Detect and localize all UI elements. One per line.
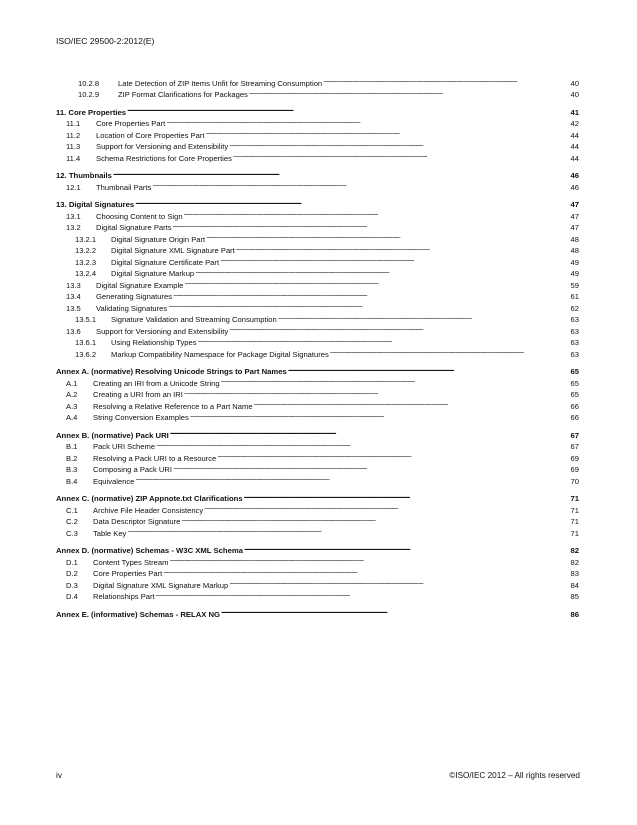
toc-entry[interactable] (56, 178, 579, 190)
toc-entry-title: Choosing Content to Sign (96, 211, 183, 221)
toc-dot-leader (173, 288, 570, 300)
toc-entry-title: Relationships Part (93, 592, 155, 601)
toc-page-number: 83 (570, 569, 579, 578)
toc-entry-title: Signature Validation and Streaming Consumption (111, 315, 277, 324)
toc-entry-number: 13.6.2 (75, 349, 97, 359)
toc-entry-number: C.1 (66, 505, 78, 515)
table-of-contents (56, 74, 579, 617)
toc-dot-leader (181, 513, 569, 525)
toc-entry-number: 13.2 (66, 223, 81, 232)
toc-entry-number: B.2 (66, 453, 78, 463)
toc-entry-number: C.2 (66, 517, 78, 526)
toc-page-number: 86 (570, 609, 579, 619)
toc-page-number: 71 (570, 494, 579, 503)
toc-dot-leader (190, 409, 570, 421)
toc-entry[interactable] (56, 207, 579, 219)
toc-page-number: 44 (570, 153, 579, 163)
toc-dot-leader (195, 265, 569, 277)
toc-entry-title: Core Properties Part (96, 119, 166, 128)
toc-entry-number: 13.4 (66, 292, 81, 301)
toc-entry-number: 10.2.9 (78, 90, 100, 99)
toc-entry-number: 13.5 (66, 303, 81, 313)
toc-entry-title: Creating a URI from an IRI (93, 390, 183, 399)
toc-page-number: 66 (570, 413, 579, 422)
toc-dot-leader (173, 219, 570, 231)
toc-page-number: 65 (570, 378, 579, 388)
toc-entry-title: Digital Signature Markup (111, 269, 195, 278)
toc-entry-number: D.4 (66, 592, 78, 601)
toc-entry-title: Annex C. (normative) ZIP Appnote.txt Clarifications (56, 494, 243, 503)
toc-entry-number: D.1 (66, 557, 78, 567)
toc-entry-title: ZIP Format Clarifications for Packages (118, 90, 248, 99)
toc-dot-leader (204, 501, 569, 513)
toc-dot-leader (168, 299, 569, 311)
toc-page-number: 40 (570, 78, 579, 88)
toc-section-heading[interactable] (56, 196, 579, 208)
toc-entry-number: A.1 (66, 378, 78, 388)
toc-entry-title: Using Relationship Types (111, 338, 197, 347)
toc-page-number: 40 (570, 90, 579, 99)
toc-dot-leader (244, 542, 569, 554)
toc-page-number: 84 (570, 580, 579, 590)
toc-entry-title: String Conversion Examples (93, 413, 189, 422)
toc-entry-title: Annex E. (informative) Schemas - RELAX NG (56, 609, 221, 619)
toc-page-number: 41 (570, 107, 579, 117)
toc-entry-title: Pack URI Scheme (93, 442, 156, 451)
toc-page-number: 65 (570, 367, 579, 376)
toc-page-number: 44 (570, 130, 579, 140)
toc-entry-number: D.3 (66, 580, 78, 590)
footer-copyright: ©ISO/IEC 2012 – All rights reserved (449, 771, 580, 780)
toc-entry-title: 13. Digital Signatures (56, 200, 135, 209)
toc-entry[interactable] (56, 115, 579, 127)
toc-dot-leader (205, 126, 569, 138)
toc-entry-number: D.2 (66, 569, 78, 578)
toc-entry-title: Resolving a Pack URI to a Resource (93, 453, 217, 463)
toc-entry-title: Core Properties Part (93, 569, 163, 578)
toc-dot-leader (244, 490, 570, 502)
toc-entry-number: B.1 (66, 442, 78, 451)
toc-entry-number: A.2 (66, 390, 78, 399)
toc-entry[interactable] (56, 472, 579, 484)
toc-page-number: 46 (570, 182, 579, 192)
toc-page-number: 67 (570, 430, 579, 440)
toc-dot-leader (184, 276, 569, 288)
toc-entry-title: Digital Signature Origin Part (111, 234, 206, 244)
toc-entry-number: 13.1 (66, 211, 81, 221)
toc-entry-title: Schema Restrictions for Core Properties (96, 153, 232, 163)
toc-entry-title: Annex A. (normative) Resolving Unicode Strings to Part Names (56, 367, 287, 376)
toc-dot-leader (254, 397, 570, 409)
toc-page-number: 66 (570, 401, 579, 411)
toc-entry-title: Archive File Header Consistency (93, 505, 204, 515)
toc-entry-number: 10.2.8 (78, 78, 100, 88)
toc-page-number: 71 (570, 505, 579, 515)
toc-entry-title: Thumbnail Parts (96, 182, 152, 192)
document-header: ISO/IEC 29500-2:2012(E) (56, 36, 155, 46)
toc-dot-leader (166, 115, 569, 127)
toc-page-number: 61 (570, 292, 579, 301)
toc-entry-number: 11.4 (66, 153, 81, 163)
toc-page-number: 47 (570, 211, 579, 221)
toc-page-number: 71 (570, 517, 579, 526)
toc-page-number: 47 (570, 223, 579, 232)
toc-entry-number: 13.2.4 (75, 269, 97, 278)
toc-entry-title: Digital Signature Certificate Part (111, 257, 220, 267)
toc-dot-leader (229, 138, 569, 150)
toc-entry-title: Location of Core Properties Part (96, 130, 205, 140)
toc-entry-title: Digital Signature Parts (96, 223, 172, 232)
toc-dot-leader (221, 605, 569, 617)
toc-dot-leader (184, 207, 570, 219)
toc-section-heading[interactable] (56, 103, 579, 115)
toc-entry-title: Validating Signatures (96, 303, 168, 313)
toc-entry-number: 13.2.3 (75, 257, 97, 267)
toc-entry-number: 11.1 (66, 119, 81, 128)
toc-entry[interactable] (56, 524, 579, 536)
toc-entry-number: A.3 (66, 401, 78, 411)
toc-page-number: 63 (570, 338, 579, 347)
toc-page-number: 48 (570, 246, 579, 255)
toc-page-number: 59 (570, 280, 579, 290)
toc-dot-leader (127, 524, 569, 536)
toc-entry-title: Table Key (93, 528, 127, 538)
toc-entry-number: 13.6 (66, 326, 81, 336)
toc-dot-leader (113, 167, 569, 179)
toc-dot-leader (233, 149, 570, 161)
toc-section-heading[interactable] (56, 542, 579, 554)
toc-entry-title: Support for Versioning and Extensibility (96, 142, 229, 151)
toc-entry-title: Support for Versioning and Extensibility (96, 326, 229, 336)
toc-dot-leader (323, 74, 569, 86)
toc-dot-leader (330, 345, 570, 357)
toc-page-number: 63 (570, 315, 579, 324)
toc-entry-number: 13.6.1 (75, 338, 97, 347)
toc-page-number: 69 (570, 453, 579, 463)
toc-entry-title: Creating an IRI from a Unicode String (93, 378, 220, 388)
footer-page-number: iv (56, 771, 62, 780)
toc-entry-title: 11. Core Properties (56, 107, 127, 117)
toc-entry-number: 11.2 (66, 130, 81, 140)
toc-dot-leader (184, 386, 570, 398)
toc-page-number: 44 (570, 142, 579, 151)
toc-dot-leader (173, 461, 570, 473)
toc-page-number: 70 (570, 476, 579, 486)
toc-page-number: 42 (570, 119, 579, 128)
toc-entry-title: Annex B. (normative) Pack URI (56, 430, 169, 440)
toc-section-heading[interactable] (56, 167, 579, 179)
toc-entry-title: Equivalence (93, 476, 135, 486)
toc-entry-number: 12.1 (66, 182, 81, 192)
toc-dot-leader (220, 253, 569, 265)
toc-page-number: 69 (570, 465, 579, 474)
toc-dot-leader (288, 363, 570, 375)
toc-entry-title: 12. Thumbnails (56, 171, 112, 180)
toc-entry-number: 11.3 (66, 142, 81, 151)
toc-page-number: 85 (570, 592, 579, 601)
toc-entry-number: A.4 (66, 413, 78, 422)
toc-dot-leader (229, 576, 569, 588)
toc-page-number: 82 (570, 546, 579, 555)
toc-entry-title: Content Types Stream (93, 557, 169, 567)
toc-entry-number: 13.3 (66, 280, 81, 290)
toc-page-number: 62 (570, 303, 579, 313)
toc-entry-title: Composing a Pack URI (93, 465, 172, 474)
toc-page-number: 67 (570, 442, 579, 451)
toc-page-number: 71 (570, 528, 579, 538)
toc-page-number: 49 (570, 269, 579, 278)
toc-entry-title: Digital Signature Example (96, 280, 184, 290)
toc-dot-leader (198, 334, 570, 346)
toc-dot-leader (236, 242, 570, 254)
toc-page-number: 63 (570, 349, 579, 359)
toc-entry-title: Markup Compatibility Namespace for Package Digital Signatures (111, 349, 329, 359)
toc-section-heading[interactable] (56, 605, 579, 617)
toc-entry-number: B.4 (66, 476, 78, 486)
toc-dot-leader (163, 565, 569, 577)
toc-entry-number: B.3 (66, 465, 78, 474)
toc-dot-leader (217, 449, 569, 461)
toc-dot-leader (278, 311, 570, 323)
toc-section-heading[interactable] (56, 490, 579, 502)
toc-section-heading[interactable] (56, 363, 579, 375)
toc-page-number: 47 (570, 200, 579, 209)
toc-page-number: 82 (570, 557, 579, 567)
toc-page-number: 48 (570, 234, 579, 244)
toc-entry-number: C.3 (66, 528, 78, 538)
toc-page-number: 65 (570, 390, 579, 399)
toc-entry-number: 13.5.1 (75, 315, 97, 324)
toc-entry-title: Data Descriptor Signature (93, 517, 181, 526)
toc-dot-leader (249, 86, 570, 98)
toc-dot-leader (221, 374, 570, 386)
toc-page-number: 63 (570, 326, 579, 336)
toc-entry-title: Resolving a Relative Reference to a Part Name (93, 401, 253, 411)
toc-page-number: 49 (570, 257, 579, 267)
toc-entry-number: 13.2.2 (75, 246, 97, 255)
toc-entry-title: Digital Signature XML Signature Markup (93, 580, 229, 590)
toc-dot-leader (170, 426, 570, 438)
toc-entry-title: Late Detection of ZIP Items Unfit for Streaming Consumption (118, 78, 323, 88)
toc-entry-title: Digital Signature XML Signature Part (111, 246, 235, 255)
toc-dot-leader (156, 438, 570, 450)
toc-dot-leader (229, 322, 569, 334)
toc-entry[interactable] (56, 74, 579, 86)
toc-dot-leader (169, 553, 569, 565)
toc-entry-title: Generating Signatures (96, 292, 172, 301)
toc-dot-leader (206, 230, 569, 242)
toc-dot-leader (135, 472, 569, 484)
toc-page-number: 46 (570, 171, 579, 180)
toc-dot-leader (127, 103, 569, 115)
toc-dot-leader (135, 196, 569, 208)
toc-dot-leader (152, 178, 569, 190)
toc-section-heading[interactable] (56, 426, 579, 438)
toc-dot-leader (156, 588, 570, 600)
toc-entry-number: 13.2.1 (75, 234, 97, 244)
toc-entry-title: Annex D. (normative) Schemas - W3C XML Schema (56, 546, 243, 555)
